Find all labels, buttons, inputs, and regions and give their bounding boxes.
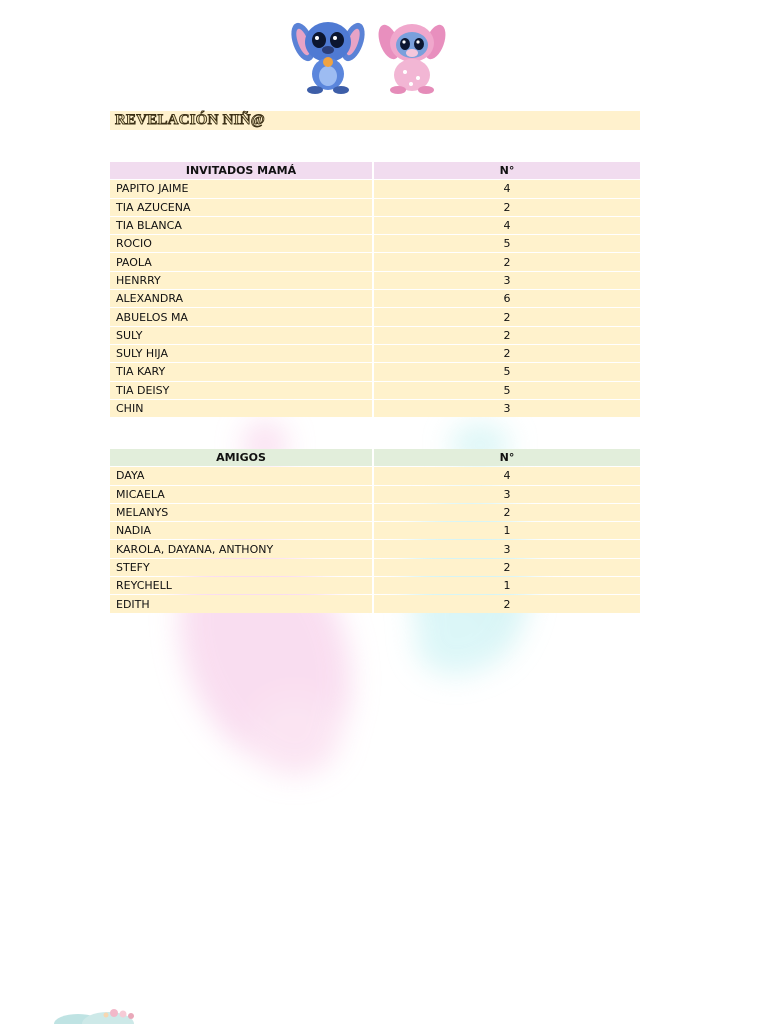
guest-count: 3	[374, 486, 640, 503]
table-row	[110, 199, 640, 216]
column-header-name: INVITADOS MAMÁ	[110, 162, 374, 179]
guest-count: 2	[374, 308, 640, 325]
column-header-count: N°	[374, 162, 640, 179]
table-row	[110, 382, 640, 399]
angel-icon	[374, 22, 449, 94]
guest-count: 2	[374, 327, 640, 344]
guest-count: 3	[374, 540, 640, 557]
table-row	[110, 235, 640, 252]
guest-count: 1	[374, 577, 640, 594]
table-row	[110, 467, 640, 484]
guest-name: TIA BLANCA	[110, 217, 374, 234]
guest-name: ALEXANDRA	[110, 290, 374, 307]
guest-name: DAYA	[110, 467, 374, 484]
guest-name: TIA AZUCENA	[110, 199, 374, 216]
table-row	[110, 217, 640, 234]
guest-name: ABUELOS MA	[110, 308, 374, 325]
guest-name: MICAELA	[110, 486, 374, 503]
guest-name: TIA KARY	[110, 363, 374, 380]
guest-name: KAROLA, DAYANA, ANTHONY	[110, 540, 374, 557]
table-row	[110, 272, 640, 289]
guest-name: ROCIO	[110, 235, 374, 252]
guest-name: NADIA	[110, 522, 374, 539]
amigos-table	[110, 448, 640, 614]
guest-count: 5	[374, 363, 640, 380]
guest-count: 3	[374, 272, 640, 289]
table-body	[110, 467, 640, 612]
footer-decoration-icon	[48, 1004, 144, 1024]
table-body	[110, 180, 640, 417]
table-row	[110, 486, 640, 503]
guest-name: HENRRY	[110, 272, 374, 289]
header-characters	[285, 12, 455, 96]
table-header-row	[110, 162, 640, 179]
guest-name: SULY	[110, 327, 374, 344]
table-row	[110, 327, 640, 344]
guest-name: SULY HIJA	[110, 345, 374, 362]
invitados-mama-table	[110, 161, 640, 418]
table-row	[110, 345, 640, 362]
column-header-count: N°	[374, 449, 640, 466]
page-title: REVELACIÓN NIÑ@	[115, 112, 265, 128]
guest-count: 5	[374, 382, 640, 399]
title-bar	[110, 111, 640, 130]
table-header-row	[110, 449, 640, 466]
table-row	[110, 308, 640, 325]
guest-name: TIA DEISY	[110, 382, 374, 399]
guest-count: 2	[374, 595, 640, 612]
guest-count: 5	[374, 235, 640, 252]
table-row	[110, 595, 640, 612]
table-row	[110, 522, 640, 539]
guest-name: PAPITO JAIME	[110, 180, 374, 197]
table-row	[110, 540, 640, 557]
guest-count: 6	[374, 290, 640, 307]
guest-count: 4	[374, 217, 640, 234]
guest-count: 1	[374, 522, 640, 539]
guest-count: 4	[374, 180, 640, 197]
stitch-icon	[287, 20, 369, 94]
table-row	[110, 504, 640, 521]
guest-count: 2	[374, 504, 640, 521]
table-row	[110, 559, 640, 576]
guest-count: 2	[374, 253, 640, 270]
table-row	[110, 577, 640, 594]
guest-name: STEFY	[110, 559, 374, 576]
guest-count: 4	[374, 467, 640, 484]
guest-name: PAOLA	[110, 253, 374, 270]
guest-count: 2	[374, 199, 640, 216]
guest-name: CHIN	[110, 400, 374, 417]
column-header-name: AMIGOS	[110, 449, 374, 466]
guest-name: EDITH	[110, 595, 374, 612]
guest-name: REYCHELL	[110, 577, 374, 594]
guest-name: MELANYS	[110, 504, 374, 521]
guest-count: 2	[374, 345, 640, 362]
guest-count: 2	[374, 559, 640, 576]
table-row	[110, 363, 640, 380]
guest-count: 3	[374, 400, 640, 417]
table-row	[110, 180, 640, 197]
table-row	[110, 290, 640, 307]
table-row	[110, 400, 640, 417]
table-row	[110, 253, 640, 270]
